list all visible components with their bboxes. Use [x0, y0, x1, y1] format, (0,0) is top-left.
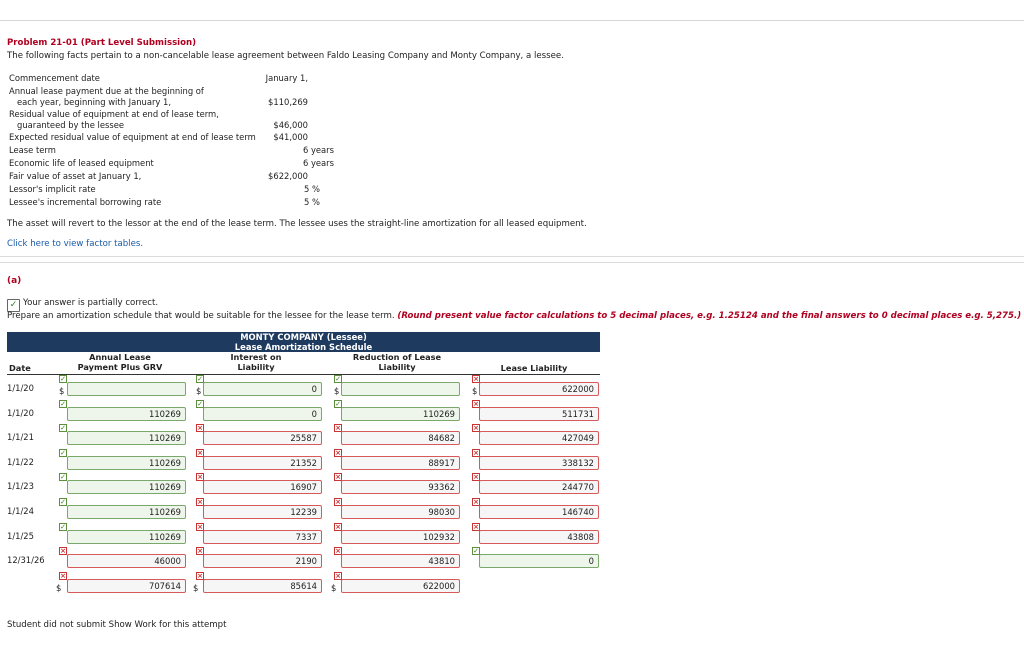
- pencil-check-icon: ✓: [7, 299, 20, 312]
- incorrect-x-icon: ×: [197, 498, 203, 506]
- correct-check-icon: ✓: [60, 522, 66, 531]
- col-header-payment-line2: Payment Plus GRV: [77, 361, 163, 372]
- correct-check-icon: ✓: [60, 448, 66, 457]
- liability-input[interactable]: 146740: [479, 505, 599, 519]
- fact-label: Annual lease payment due at the beginning of: [9, 86, 204, 96]
- row-date: 1/1/23: [7, 481, 34, 492]
- col-header-interest-line1: Interest on: [230, 352, 282, 362]
- dollar-sign: $: [56, 582, 62, 593]
- row-date: 1/1/21: [7, 432, 34, 443]
- fact-label: Lease term: [9, 145, 56, 155]
- reduction-input[interactable]: 84682: [341, 431, 460, 445]
- reduction-input[interactable]: 102932: [341, 530, 460, 544]
- row-date: 1/1/22: [7, 456, 34, 467]
- correct-check-icon: ✓: [473, 547, 479, 556]
- row-date: 1/1/20: [7, 407, 34, 418]
- correct-check-icon: ✓: [335, 375, 341, 383]
- correct-check-icon: ✓: [197, 399, 203, 408]
- col-header-payment-line1: Annual Lease: [89, 352, 151, 362]
- incorrect-x-icon: ×: [197, 522, 203, 531]
- fact-label: Residual value of equipment at end of lease term,: [9, 109, 219, 119]
- fact-label: Fair value of asset at January 1,: [9, 171, 142, 181]
- reduction-input[interactable]: [341, 382, 460, 396]
- incorrect-x-icon: ×: [473, 498, 479, 506]
- factor-tables-link[interactable]: Click here to view factor tables.: [7, 239, 144, 249]
- fact-value: 6 years: [302, 158, 334, 168]
- section-divider: [0, 256, 1024, 257]
- fact-label: Expected residual value of equipment at end of lease term: [9, 132, 256, 142]
- incorrect-x-icon: ×: [197, 571, 203, 580]
- fact-label: Lessor's implicit rate: [9, 184, 96, 194]
- rounding-note: (Round present value factor calculations to 5 decimal places, e.g. 1.25124 and the final answers to 0 decimal places e.g. 5,275.): [397, 311, 1022, 321]
- liability-input[interactable]: 338132: [479, 456, 599, 470]
- liability-input[interactable]: 511731: [479, 407, 599, 421]
- col-header-interest: [206, 353, 306, 372]
- reduction-input[interactable]: 110269: [341, 407, 460, 421]
- interest-input[interactable]: 7337: [203, 530, 322, 544]
- dollar-sign: $: [331, 582, 337, 593]
- row-date: 12/31/26: [7, 555, 45, 566]
- correct-check-icon: ✓: [60, 399, 66, 408]
- liability-input[interactable]: 622000: [479, 382, 599, 396]
- payment-input[interactable]: 46000: [67, 554, 186, 568]
- reduction-input[interactable]: 98030: [341, 505, 460, 519]
- interest-input[interactable]: 21352: [203, 456, 322, 470]
- revert-note: The asset will revert to the lessor at the end of the lease term. The lessee uses the straight-line amortization for all leased equipment.: [7, 219, 587, 229]
- col-header-date: Date: [9, 363, 31, 373]
- payment-input[interactable]: 110269: [67, 530, 186, 544]
- col-header-liability: Lease Liability: [500, 363, 568, 373]
- incorrect-x-icon: ×: [473, 448, 479, 457]
- schedule-company-title: MONTY COMPANY (Lessee): [240, 332, 367, 342]
- schedule-title: Lease Amortization Schedule: [234, 341, 373, 352]
- col-header-interest-line2: Liability: [237, 361, 275, 372]
- row-date: 1/1/24: [7, 506, 34, 516]
- fact-label: Economic life of leased equipment: [9, 158, 154, 168]
- liability-input[interactable]: 43808: [479, 530, 599, 544]
- dollar-sign: $: [193, 582, 199, 593]
- incorrect-x-icon: ×: [197, 424, 203, 433]
- section-divider: [0, 262, 1024, 263]
- reduction-input[interactable]: 88917: [341, 456, 460, 470]
- fact-value: 6 years: [302, 145, 334, 155]
- liability-input[interactable]: 427049: [479, 431, 599, 445]
- total-interest-input[interactable]: 85614: [203, 579, 322, 593]
- dollar-sign: $: [472, 386, 478, 396]
- correct-check-icon: ✓: [60, 498, 66, 506]
- fact-value: January 1,: [265, 73, 308, 83]
- incorrect-x-icon: ×: [473, 375, 479, 383]
- row-date: 1/1/20: [7, 383, 34, 393]
- interest-input[interactable]: 25587: [203, 431, 322, 445]
- reduction-input[interactable]: 93362: [341, 480, 460, 494]
- total-reduction-input[interactable]: 622000: [341, 579, 460, 593]
- incorrect-x-icon: ×: [335, 571, 341, 580]
- payment-input[interactable]: 110269: [67, 431, 186, 445]
- incorrect-x-icon: ×: [60, 571, 66, 580]
- interest-input[interactable]: 0: [203, 407, 322, 421]
- top-divider: [0, 20, 1024, 21]
- correct-check-icon: ✓: [197, 375, 203, 383]
- fact-label: Commencement date: [9, 73, 100, 83]
- payment-input[interactable]: 110269: [67, 505, 186, 519]
- dollar-sign: $: [334, 386, 340, 396]
- problem-title: Problem 21-01 (Part Level Submission): [7, 38, 197, 48]
- col-header-payment: [70, 353, 170, 372]
- correct-check-icon: ✓: [60, 473, 66, 482]
- dollar-sign: $: [59, 386, 65, 396]
- incorrect-x-icon: ×: [473, 522, 479, 531]
- correct-check-icon: ✓: [60, 375, 66, 383]
- fact-label: guaranteed by the lessee: [17, 120, 125, 130]
- liability-input[interactable]: 244770: [479, 480, 599, 494]
- interest-input[interactable]: 2190: [203, 554, 322, 568]
- header-underline: [7, 374, 600, 375]
- schedule-title-bar: [7, 332, 600, 352]
- correct-check-icon: ✓: [335, 399, 341, 408]
- payment-input[interactable]: 110269: [67, 407, 186, 421]
- total-payment-input[interactable]: 707614: [67, 579, 186, 593]
- incorrect-x-icon: ×: [335, 522, 341, 531]
- col-header-reduction-line1: Reduction of Lease: [352, 352, 442, 362]
- payment-input[interactable]: 110269: [67, 480, 186, 494]
- fact-label: each year, beginning with January 1,: [17, 97, 172, 107]
- interest-input[interactable]: 0: [203, 382, 322, 396]
- intro-text: The following facts pertain to a non-cancelable lease agreement between Faldo Leasing Company and Monty Company, a lessee.: [7, 51, 564, 61]
- correct-check-icon: ✓: [60, 424, 66, 433]
- fact-value: $622,000: [268, 171, 308, 181]
- col-header-reduction-line2: Liability: [378, 361, 416, 372]
- fact-value: $46,000: [273, 120, 308, 130]
- fact-label: Lessee's incremental borrowing rate: [9, 197, 162, 207]
- incorrect-x-icon: ×: [473, 399, 479, 408]
- row-date: 1/1/25: [7, 530, 34, 541]
- fact-value: $41,000: [273, 132, 308, 142]
- incorrect-x-icon: ×: [335, 424, 341, 433]
- partial-correct-text: Your answer is partially correct.: [23, 298, 159, 308]
- incorrect-x-icon: ×: [60, 547, 66, 556]
- incorrect-x-icon: ×: [335, 498, 341, 506]
- col-header-reduction: [342, 353, 452, 372]
- payment-input[interactable]: [67, 382, 186, 396]
- fact-value: 5 %: [304, 184, 320, 194]
- dollar-sign: $: [196, 386, 202, 396]
- incorrect-x-icon: ×: [473, 473, 479, 482]
- instruction-line: [7, 311, 1021, 322]
- incorrect-x-icon: ×: [335, 473, 341, 482]
- incorrect-x-icon: ×: [335, 448, 341, 457]
- incorrect-x-icon: ×: [473, 424, 479, 433]
- incorrect-x-icon: ×: [197, 473, 203, 482]
- show-work-note: Student did not submit Show Work for this attempt: [7, 620, 227, 630]
- incorrect-x-icon: ×: [197, 448, 203, 457]
- payment-input[interactable]: 110269: [67, 456, 186, 470]
- incorrect-x-icon: ×: [197, 547, 203, 556]
- fact-value: $110,269: [268, 97, 308, 107]
- fact-value: 5 %: [304, 197, 320, 207]
- liability-input[interactable]: 0: [479, 554, 599, 568]
- part-label: (a): [7, 276, 22, 286]
- reduction-input[interactable]: 43810: [341, 554, 460, 568]
- partial-correct-status: [7, 298, 158, 312]
- interest-input[interactable]: 16907: [203, 480, 322, 494]
- interest-input[interactable]: 12239: [203, 505, 322, 519]
- incorrect-x-icon: ×: [335, 547, 341, 556]
- instruction-text: Prepare an amortization schedule that would be suitable for the lessee for the lease term.: [7, 311, 395, 321]
